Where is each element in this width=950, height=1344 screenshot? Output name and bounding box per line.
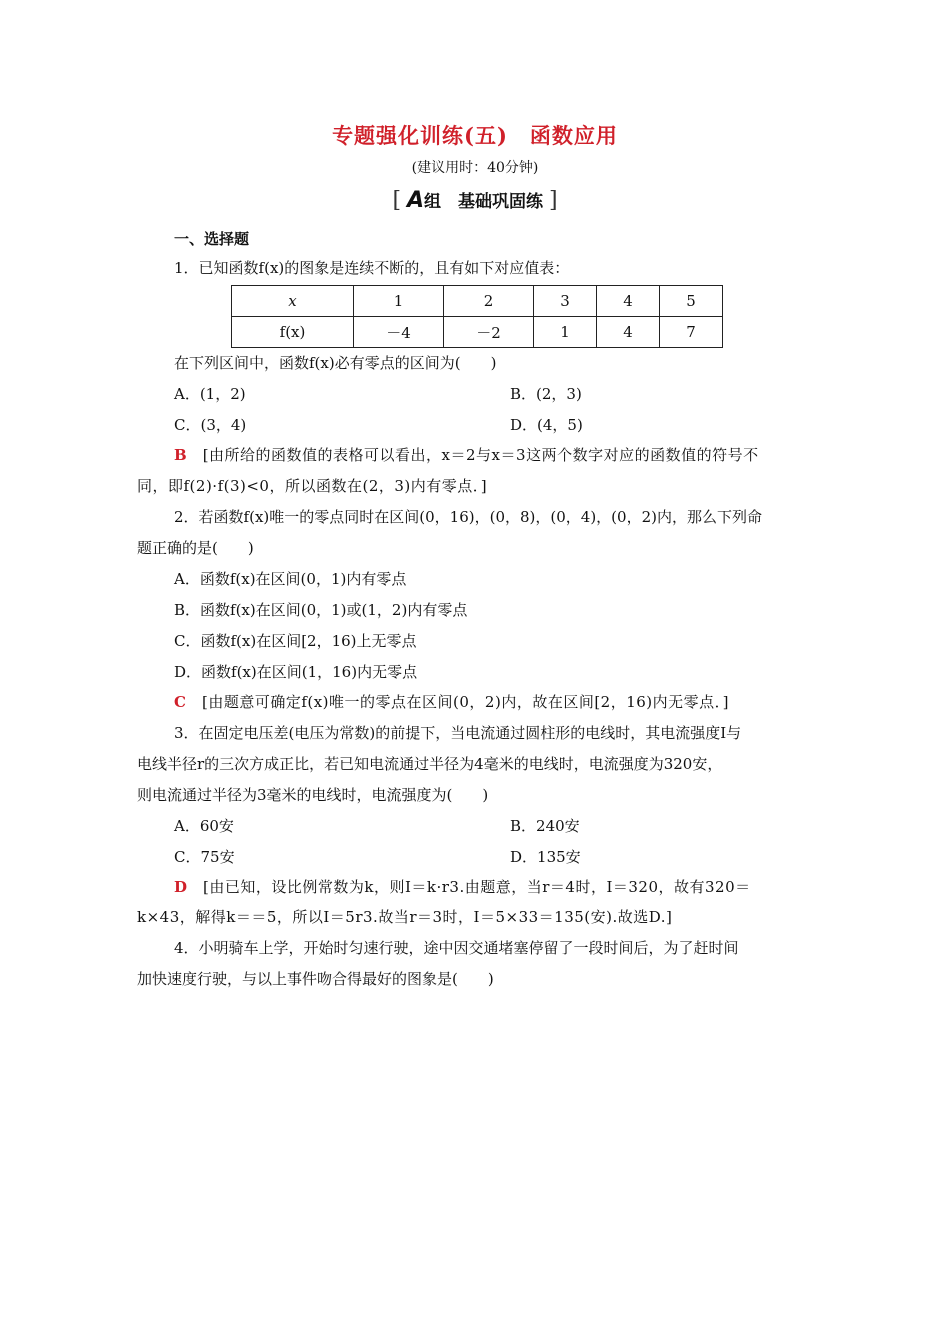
answer-letter: D	[174, 878, 188, 896]
q2-option-d: D．函数f(x)在区间(1，16)内无零点	[174, 663, 418, 681]
q4-stem-cont: 加快速度行驶，与以上事件吻合得最好的图象是( )	[137, 970, 494, 988]
table-cell: 1	[534, 317, 597, 348]
left-bracket: [	[392, 188, 402, 213]
table-cell: f(x)	[232, 317, 354, 348]
page-title: 专题强化训练(五) 函数应用	[332, 123, 618, 148]
answer-text: [由所给的函数值的表格可以看出，x＝2与x＝3这两个数字对应的函数值的符号不	[202, 446, 759, 464]
table-cell: 4	[597, 286, 660, 317]
table-cell: －4	[354, 317, 444, 348]
table-cell: －2	[444, 317, 534, 348]
q2-stem: 2．若函数f(x)唯一的零点同时在区间(0，16)，(0，8)，(0，4)，(0，2)内，那么下列命	[174, 508, 762, 526]
answer-letter: B	[174, 446, 188, 464]
q3-option-b: B．240安	[510, 817, 580, 835]
q2-option-a: A．函数f(x)在区间(0，1)内有零点	[174, 570, 407, 588]
answer-text: [由已知，设比例常数为k，则I＝k·r3.由题意，当r＝4时，I＝320，故有320＝	[203, 878, 751, 896]
q3-stem: 3．在固定电压差(电压为常数)的前提下，当电流通过圆柱形的电线时，其电流强度I与	[174, 724, 742, 742]
table-cell: 1	[354, 286, 444, 317]
group-letter: A	[406, 188, 425, 213]
answer-letter: C	[174, 693, 187, 711]
table-cell: 5	[660, 286, 723, 317]
table-cell: 7	[660, 317, 723, 348]
table-row	[232, 286, 723, 317]
suggested-time: (建议用时：40分钟)	[411, 160, 539, 176]
q1-answer	[174, 444, 759, 465]
q2-stem-cont: 题正确的是( )	[137, 539, 254, 557]
q3-answer	[174, 876, 751, 897]
q1-stem: 1．已知函数f(x)的图象是连续不断的，且有如下对应值表：	[174, 259, 570, 277]
group-heading	[0, 187, 950, 213]
q1-option-c: C．(3，4)	[174, 416, 247, 434]
q4-stem: 4．小明骑车上学，开始时匀速行驶，途中因交通堵塞停留了一段时间后，为了赶时间	[174, 939, 739, 957]
q3-stem-cont: 电线半径r的三次方成正比，若已知电流通过半径为4毫米的电线时，电流强度为320安，	[137, 755, 723, 773]
q1-option-b: B．(2，3)	[510, 385, 582, 403]
value-table	[231, 285, 723, 348]
table-cell: x	[232, 286, 354, 317]
q1-answer-cont: 同，即f(2)·f(3)<0，所以函数在(2，3)内有零点．]	[137, 477, 488, 495]
right-bracket: ]	[548, 188, 558, 213]
table-cell: 4	[597, 317, 660, 348]
q2-answer	[174, 691, 729, 712]
section-heading: 一、选择题	[174, 230, 250, 248]
table-row	[232, 317, 723, 348]
q1-ask: 在下列区间中，函数f(x)必有零点的区间为( )	[174, 354, 497, 372]
q1-option-d: D．(4，5)	[510, 416, 583, 434]
q1-option-a: A．(1，2)	[174, 385, 246, 403]
table-cell: 2	[444, 286, 534, 317]
q3-option-c: C．75安	[174, 848, 235, 866]
q3-option-a: A．60安	[174, 817, 234, 835]
group-text: 组 基础巩固练	[424, 192, 544, 212]
q3-answer-cont: k×43，解得k＝＝5，所以I＝5r3.故当r＝3时，I＝5×33＝135(安).故选D.]	[137, 908, 673, 926]
answer-text: [由题意可确定f(x)唯一的零点在区间(0，2)内，故在区间[2，16)内无零点．]	[201, 693, 730, 711]
q3-stem-cont2: 则电流通过半径为3毫米的电线时，电流强度为( )	[137, 786, 489, 804]
table-cell: 3	[534, 286, 597, 317]
q2-option-b: B．函数f(x)在区间(0，1)或(1，2)内有零点	[174, 601, 468, 619]
q3-option-d: D．135安	[510, 848, 581, 866]
q2-option-c: C．函数f(x)在区间[2，16)上无零点	[174, 632, 417, 650]
